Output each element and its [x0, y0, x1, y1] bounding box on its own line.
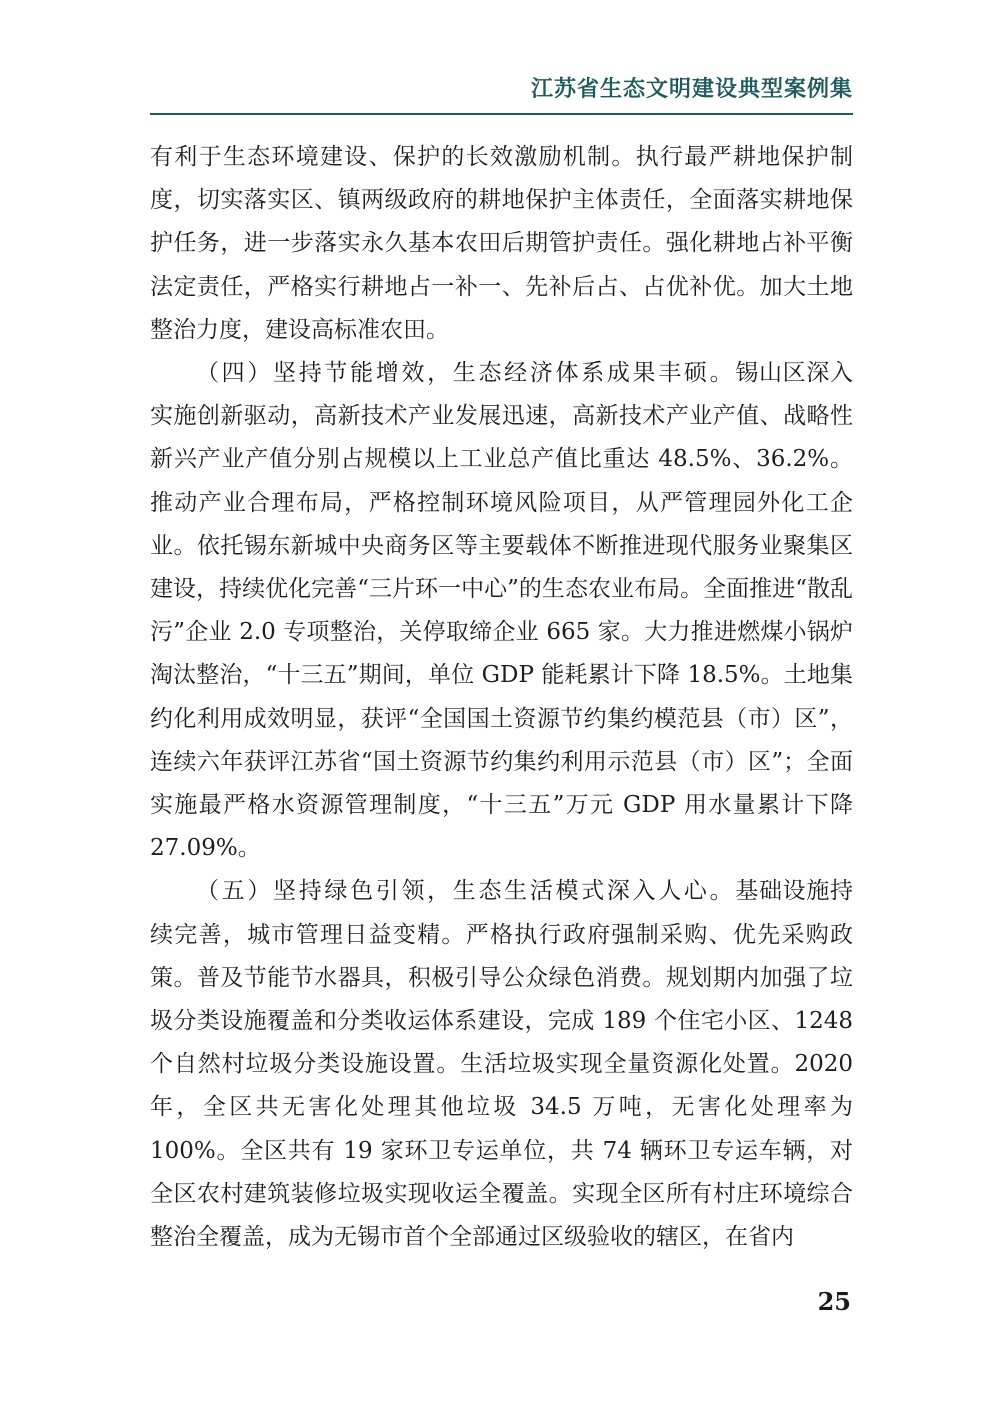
paragraph-1: [150, 136, 853, 352]
paragraph-3-text: 基础设施持续完善，城市管理日益变精。严格执行政府强制采购、优先采购政策。普及节能节水器具，积极引导公众绿色消费。规划期内加强了垃圾分类设施覆盖和分类收运体系建设，完成 189 个住宅小区、1248 个自然村垃圾分类设施设置。生活垃圾实现全量资源化处置。2020 年，全区共无害化处理其他垃圾 34.5 万吨，无害化处理率为 100%。全区共有 19 家环卫专运单位，共 74 辆环卫专运车辆，对全区农村建筑装修垃圾实现收运全覆盖。实现全区所有村庄环境综合整治全覆盖，成为无锡市首个全部通过区级验收的辖区，在省内: [150, 878, 854, 1251]
page-number: 25: [817, 1287, 851, 1316]
paragraph-3: [150, 870, 853, 1259]
body-text: [150, 136, 853, 1259]
header-rule: [150, 113, 853, 115]
paragraph-1-text: 有利于生态环境建设、保护的长效激励机制。执行最严耕地保护制度，切实落实区、镇两级政府的耕地保护主体责任，全面落实耕地保护任务，进一步落实永久基本农田后期管护责任。强化耕地占补平衡法定责任，严格实行耕地占一补一、先补后占、占优补优。加大土地整治力度，建设高标准农田。: [150, 144, 853, 343]
running-header: 江苏省生态文明建设典型案例集: [530, 76, 853, 102]
section-heading-5: （五）坚持绿色引领，生态生活模式深入人心。: [196, 878, 736, 905]
paragraph-2: [150, 352, 853, 870]
section-heading-4: （四）坚持节能增效，生态经济体系成果丰硕。: [196, 360, 736, 387]
paragraph-2-text: 锡山区深入实施创新驱动，高新技术产业发展迅速，高新技术产业产值、战略性新兴产业产值分别占规模以上工业总产值比重达 48.5%、36.2%。推动产业合理布局，严格控制环境风险项目，从严管理园外化工企业。依托锡东新城中央商务区等主要载体不断推进现代服务业聚集区建设，持续优化完善“三片环一中心”的生态农业布局。全面推进“散乱污”企业 2.0 专项整治，关停取缔企业 665 家。大力推进燃煤小锅炉淘汰整治，“十三五”期间，单位 GDP 能耗累计下降 18.5%。土地集约化利用成效明显，获评“全国国土资源节约集约模范县（市）区”，连续六年获评江苏省“国土资源节约集约利用示范县（市）区”；全面实施最严格水资源管理制度，“十三五”万元 GDP 用水量累计下降 27.09%。: [150, 360, 854, 862]
